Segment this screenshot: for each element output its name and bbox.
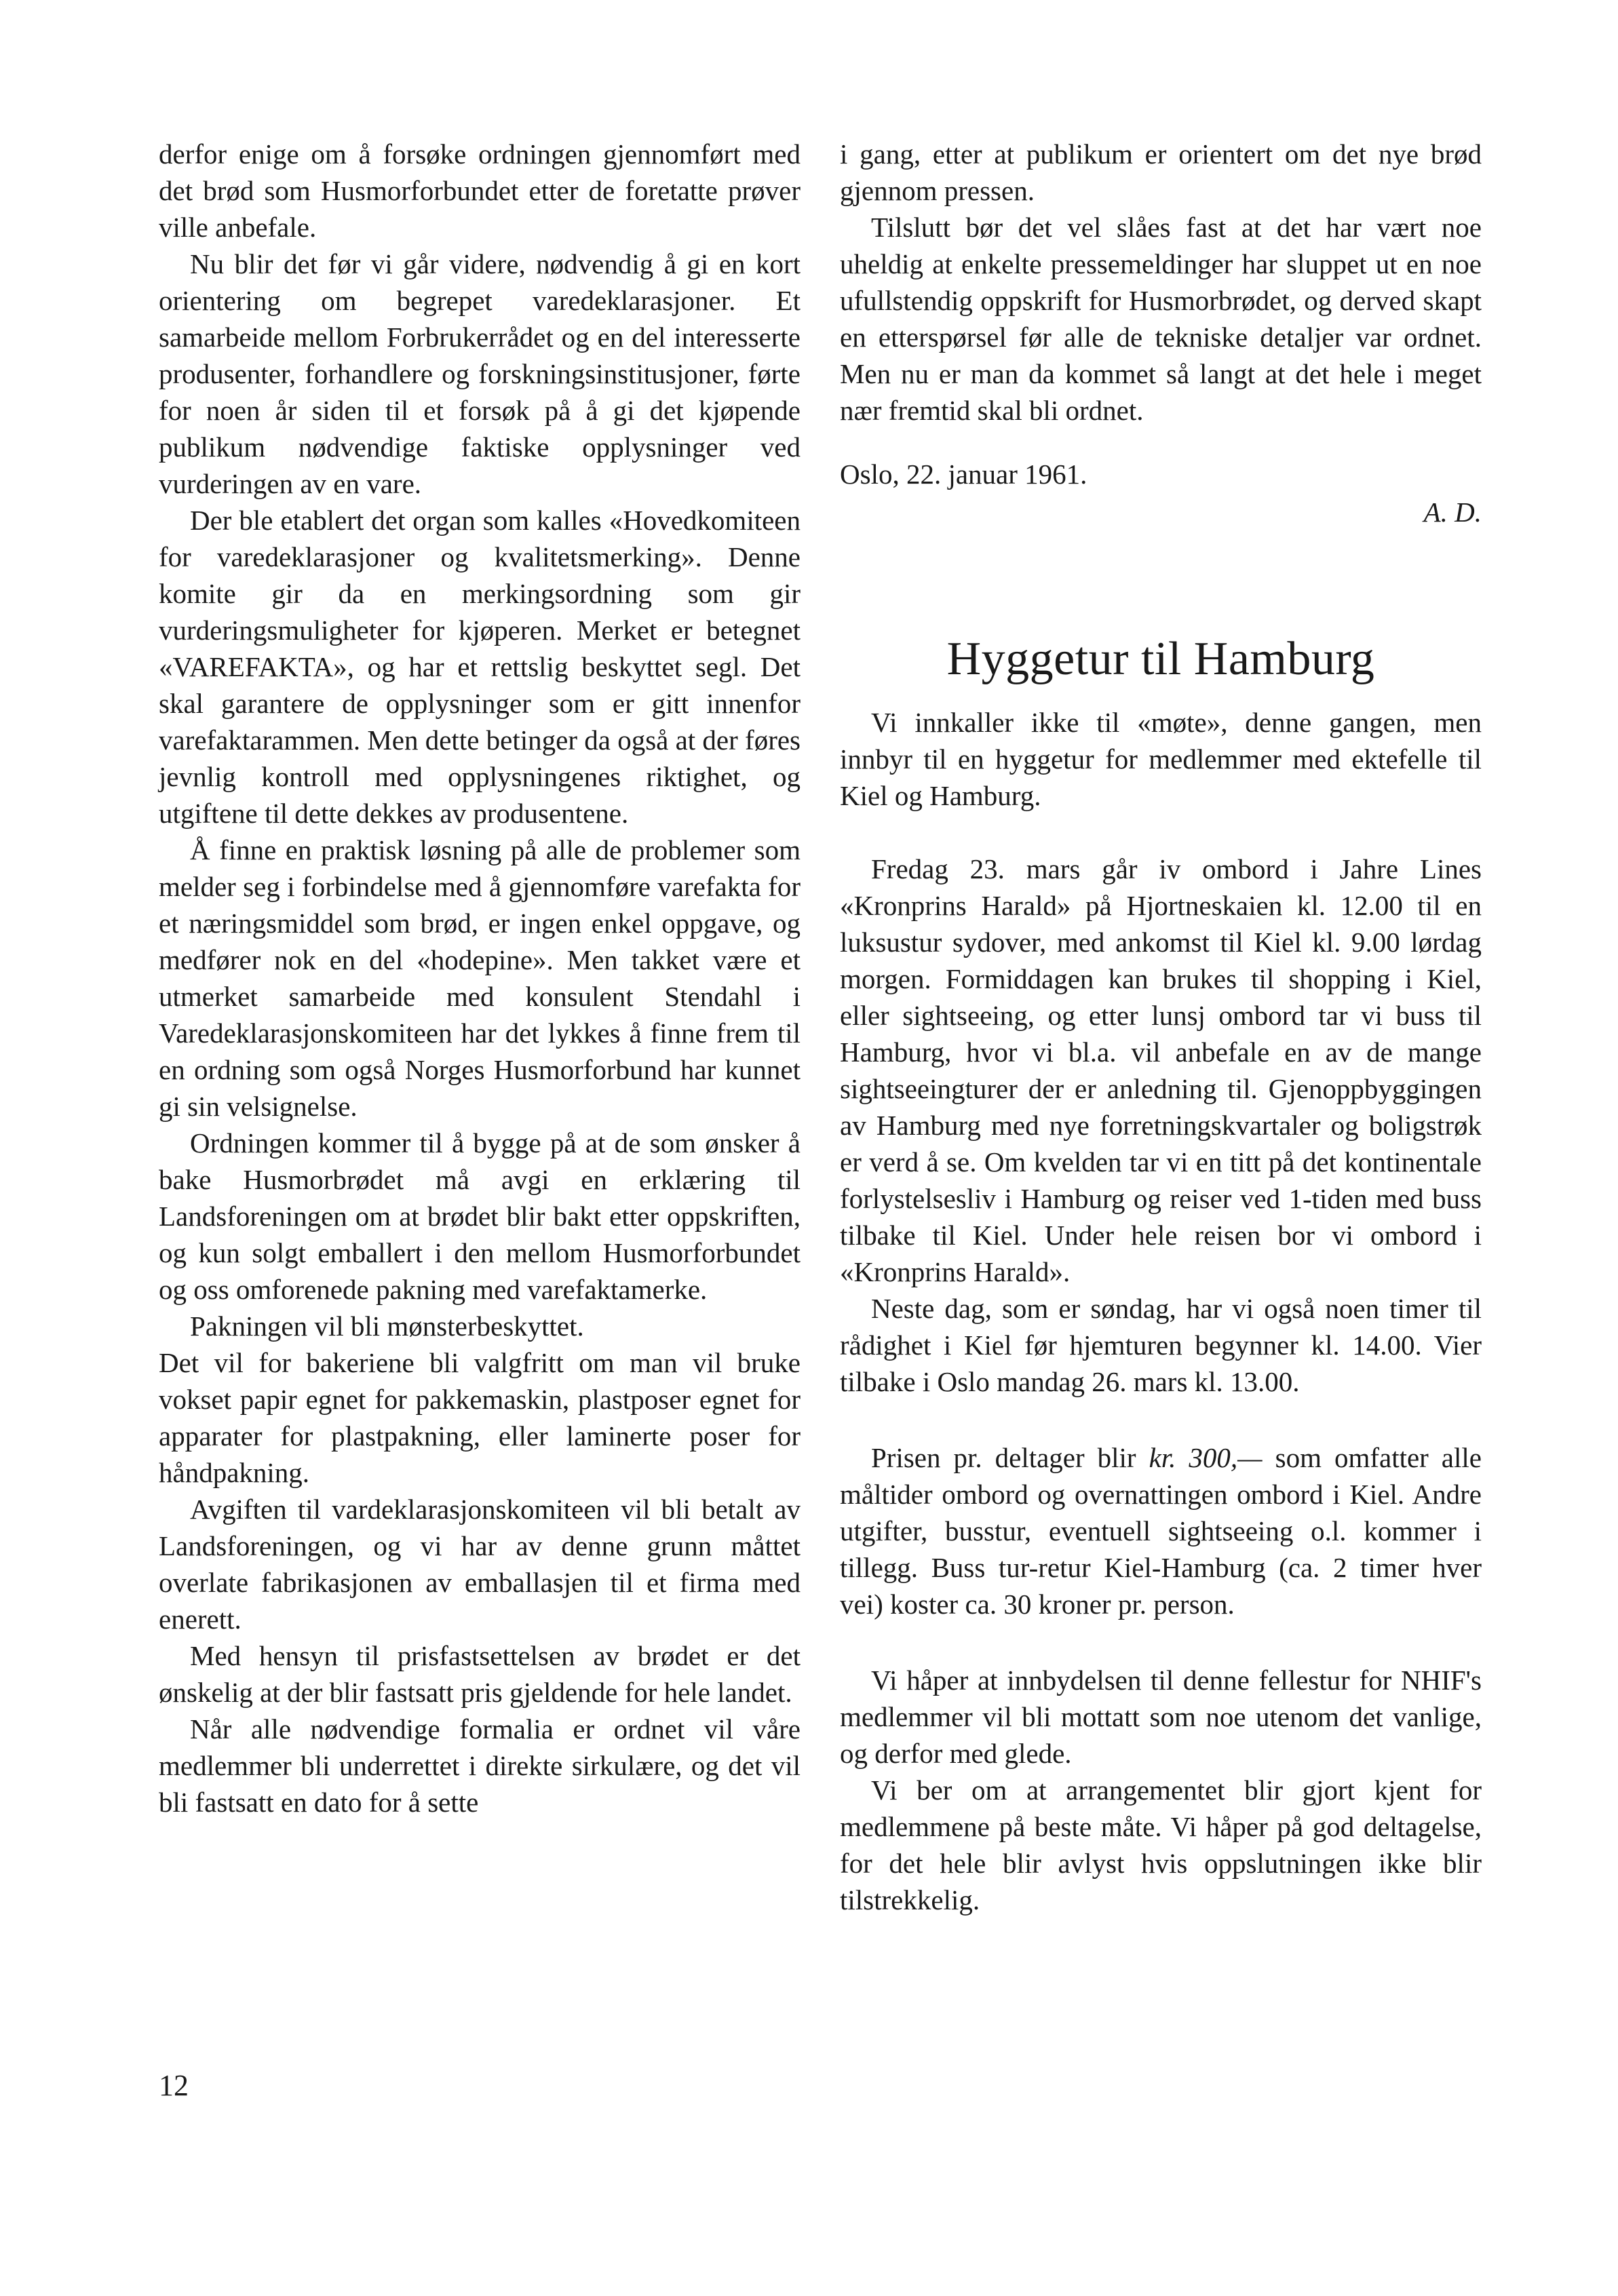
dateline: Oslo, 22. januar 1961. <box>840 459 1087 490</box>
paragraph: Når alle nødvendige formalia er ordnet vil våre medlemmer bli underrettet i direkte sirkulære, og det vil bli fastsatt en dato for å sette <box>159 1713 801 1818</box>
article-heading: Hyggetur til Hamburg <box>946 633 1375 685</box>
paragraph: Å finne en praktisk løsning på alle de problemer som melder seg i forbindelse med å gjennomføre varefakta for et næringsmiddel som brød, er ingen enkel oppgave, og medfører nok en del «hodepine». Men takket være et utmerket samarbeide med konsulent Stendahl i Varedeklarasjonskomiteen har det lykkes å finne frem til en ordning som også Norges Husmorforbund har kunnet gi sin velsignelse. <box>159 834 801 1122</box>
paragraph: Avgiften til vardeklarasjonskomiteen vil bli betalt av Landsforeningen, og vi har av denne grunn måttet overlate fabrikasjonen av emballasjen til et firma med enerett. <box>159 1494 801 1635</box>
signature: A. D. <box>1423 497 1482 528</box>
paragraph: Tilslutt bør det vel slåes fast at det har vært noe uheldig at enkelte pressemeldinger har sluppet ut en noe ufullstendig oppskrift for Husmorbrødet, og derved skapt en etterspørsel før alle de tekniske detaljer var ordnet. Men nu er man da kommet så langt at det hele i meget nær fremtid skal bli ordnet. <box>840 212 1482 426</box>
price-text-after: som omfatter alle måltider ombord og overnattingen ombord i Kiel. Andre utgifter, busstur, eventuell sightseeing o.l. kommer i tillegg. Buss tur-retur Kiel-Hamburg (ca. 2 timer hver vei) koster ca. 30 kroner pr. person. <box>840 1442 1482 1620</box>
paragraph: Ordningen kommer til å bygge på at de som ønsker å bake Husmorbrødet må avgi en erklæring til Landsforeningen om at brødet blir bakt etter oppskriften, og kun solgt emballert i den mellom Husmorforbundet og oss omforenede pakning med varefaktamerke. <box>159 1127 801 1305</box>
paragraph: Nu blir det før vi går videre, nødvendig å gi en kort orientering om begrepet varedeklarasjoner. Et samarbeide mellom Forbrukerrådet og en del interesserte produsenter, forhandlere og forskningsinstitusjoner, førte for noen år siden til et forsøk på å gi det kjøpende publikum nødvendige faktiske opplysninger ved vurderingen av en vare. <box>159 248 801 499</box>
paragraph: derfor enige om å forsøke ordningen gjennomført med det brød som Husmorforbundet etter de foretatte prøver ville anbefale. <box>159 138 801 243</box>
paragraph: Der ble etablert det organ som kalles «Hovedkomiteen for varedeklarasjoner og kvalitetsmerking». Denne komite gir da en merkingsordning som gir vurderingsmuligheter for kjøperen. Merket er betegnet «VAREFAKTA», og har et rettslig beskyttet segl. Det skal garantere de opplysninger som er gitt innenfor varefaktarammen. Men dette betinger da også at der føres jevnlig kontroll med opplysningenes riktighet, og utgiftene til dette dekkes av produsentene. <box>159 505 801 829</box>
paragraph: i gang, etter at publikum er orientert om det nye brød gjennom pressen. <box>840 138 1482 206</box>
paragraph: Pakningen vil bli mønsterbeskyttet. <box>190 1310 584 1342</box>
right-column <box>840 136 1482 1918</box>
price-text-before: Prisen pr. deltager blir <box>871 1442 1149 1473</box>
paragraph-price <box>840 1439 1482 1622</box>
paragraph: Vi håper at innbydelsen til denne fellestur for NHIF's medlemmer vil bli mottatt som noe utenom det vanlige, og derfor med glede. <box>840 1665 1482 1769</box>
price-value: kr. 300,— <box>1149 1442 1263 1473</box>
paragraph: Neste dag, som er søndag, har vi også noen timer til rådighet i Kiel før hjemturen begynner kl. 14.00. Vier tilbake i Oslo mandag 26. mars kl. 13.00. <box>840 1293 1482 1397</box>
paragraph: Vi innkaller ikke til «møte», denne gangen, men innbyr til en hyggetur for medlemmer med ektefelle til Kiel og Hamburg. <box>840 707 1482 811</box>
paragraph: Fredag 23. mars går iv ombord i Jahre Lines «Kronprins Harald» på Hjortneskaien kl. 12.00 til en luksustur sydover, med ankomst til Kiel kl. 9.00 lørdag morgen. Formiddagen kan brukes til shopping i Kiel, eller sightseeing, og etter lunsj ombord tar vi buss til Hamburg, hvor vi bl.a. vil anbefale en av de mange sightseeingturer der er anledning til. Gjenoppbyggingen av Hamburg med nye forretningskvartaler og boligstrøk er verd å se. Om kvelden tar vi en titt på det kontinentale forlystelsesliv i Hamburg og reiser ved 1-tiden med buss tilbake til Kiel. Under hele reisen bor vi ombord i «Kronprins Harald». <box>840 853 1482 1287</box>
paragraph: Vi ber om at arrangementet blir gjort kjent for medlemmene på beste måte. Vi håper på god deltagelse, for det hele blir avlyst hvis oppslutningen ikke blir tilstrekkelig. <box>840 1774 1482 1915</box>
left-column <box>159 136 801 1821</box>
paragraph: Det vil for bakeriene bli valgfritt om man vil bruke vokset papir egnet for pakkemaskin, plastposer egnet for apparater for plastpakning, eller laminerte poser for håndpakning. <box>159 1347 801 1488</box>
page-number: 12 <box>159 2069 189 2102</box>
paragraph: Med hensyn til prisfastsettelsen av brødet er det ønskelig at der blir fastsatt pris gjeldende for hele landet. <box>159 1640 801 1708</box>
